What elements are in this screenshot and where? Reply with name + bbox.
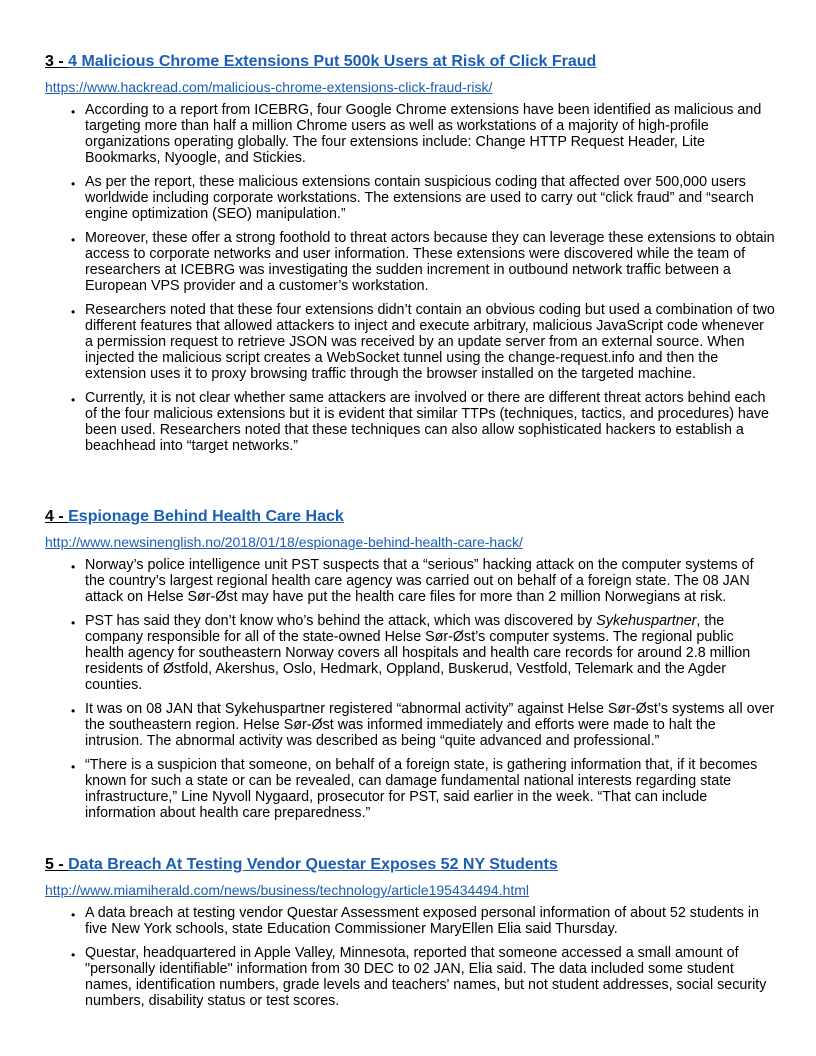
article-number: 5 (45, 856, 54, 873)
article-4 (45, 507, 775, 829)
list-item: • A data breach at testing vendor Questar Assessment exposed personal information of about 52 students in five New York schools, state Education Commissioner MaryEllen Elia said Thursday. (85, 905, 775, 937)
heading-separator: - (53, 856, 69, 873)
italic-company-name: Sykehuspartner (596, 613, 697, 629)
heading-separator: - (53, 53, 69, 70)
text-run: PST has said they don’t know who’s behind the attack, which was discovered by (85, 613, 597, 629)
list-item: • Norway’s police intelligence unit PST suspects that a “serious” hacking attack on the computer systems of the country’s largest regional health care agency was carried out on behalf of a foreign state. The 08 JAN attack on Helse Sør-Øst may have put the health care files for more than 2 million Norwegians at risk. (85, 557, 775, 605)
heading-separator: - (53, 508, 69, 525)
list-item: • Questar, headquartered in Apple Valley, Minnesota, reported that someone accessed a small amount of "personally identifiable" information from 30 DEC to 02 JAN, Elia said. The data included some student names, identification numbers, grade levels and teachers' names, but not student addresses, social security numbers, disability status or test scores. (85, 945, 775, 1009)
bullet-list (45, 102, 775, 454)
list-item: • As per the report, these malicious extensions contain suspicious coding that affected over 500,000 users worldwide including corporate workstations. The extensions are used to carry out “click fraud” and “search engine optimization (SEO) manipulation.” (85, 174, 775, 222)
list-item: • According to a report from ICEBRG, four Google Chrome extensions have been identified as malicious and targeting more than half a million Chrome users as well as workstations of a majority of high-profile organizations operating globally. The four extensions include: Change HTTP Request Header, Lite Bookmarks, Nyoogle, and Stickies. (85, 102, 775, 166)
article-source-url[interactable]: http://www.miamiherald.com/news/business/technology/article195434494.html (45, 882, 530, 898)
bullet-list (45, 905, 775, 1009)
article-source-url[interactable]: http://www.newsinenglish.no/2018/01/18/espionage-behind-health-care-hack/ (45, 534, 523, 550)
list-item: • Researchers noted that these four extensions didn’t contain an obvious coding but used a combination of two different features that allowed attackers to inject and execute arbitrary, malicious JavaScript code whenever a permission request to retrieve JSON was received by an update server from an external source. When injected the malicious script creates a WebSocket tunnel using the change-request.info and then the extension uses it to proxy browsing traffic through the browser installed on the targeted machine. (85, 302, 775, 382)
article-title-link[interactable]: Data Breach At Testing Vendor Questar Exposes 52 NY Students (68, 856, 558, 873)
list-item (85, 613, 775, 693)
article-heading (45, 507, 775, 527)
article-number: 4 (45, 508, 54, 525)
article-5 (45, 855, 775, 1017)
article-source-url[interactable]: https://www.hackread.com/malicious-chrome-extensions-click-fraud-risk/ (45, 79, 493, 95)
list-item: • Currently, it is not clear whether same attackers are involved or there are different threat actors behind each of the four malicious extensions but it is evident that similar TTPs (techniques, tactics, and procedures) have been used. Researchers noted that these techniques can also allow sophisticated hackers to establish a beachhead into “target networks.” (85, 390, 775, 454)
article-heading (45, 52, 775, 72)
article-3 (45, 52, 775, 462)
list-item: • It was on 08 JAN that Sykehuspartner registered “abnormal activity” against Helse Sør-Øst’s systems all over the southeastern region. Helse Sør-Øst was informed immediately and efforts were made to halt the intrusion. The abnormal activity was described as being “quite advanced and professional.” (85, 701, 775, 749)
article-number: 3 (45, 53, 54, 70)
list-item: • “There is a suspicion that someone, on behalf of a foreign state, is gathering information that, if it becomes known for such a state or can be revealed, can damage fundamental national interests regarding state infrastructure,” Line Nyvoll Nygaard, prosecutor for PST, said earlier in the week. “That can include information about health care preparedness.” (85, 757, 775, 821)
text-run: , the company responsible for all of the state-owned Helse Sør-Øst’s computer systems. The regional public health agency for southeastern Norway covers all hospitals and health care records for around 2.8 million residents of Østfold, Akershus, Oslo, Hedmark, Oppland, Buskerud, Vestfold, Telemark and the Agder counties. (85, 613, 751, 693)
article-title-link[interactable]: Espionage Behind Health Care Hack (68, 508, 344, 525)
article-title-link[interactable]: 4 Malicious Chrome Extensions Put 500k Users at Risk of Click Fraud (68, 53, 597, 70)
list-item: • Moreover, these offer a strong foothold to threat actors because they can leverage these extensions to obtain access to corporate networks and user information. These extensions were discovered while the team of researchers at ICEBRG was investigating the sudden increment in outbound network traffic between a European VPS provider and a customer’s workstation. (85, 230, 775, 294)
bullet-list (45, 557, 775, 821)
article-heading (45, 855, 775, 875)
